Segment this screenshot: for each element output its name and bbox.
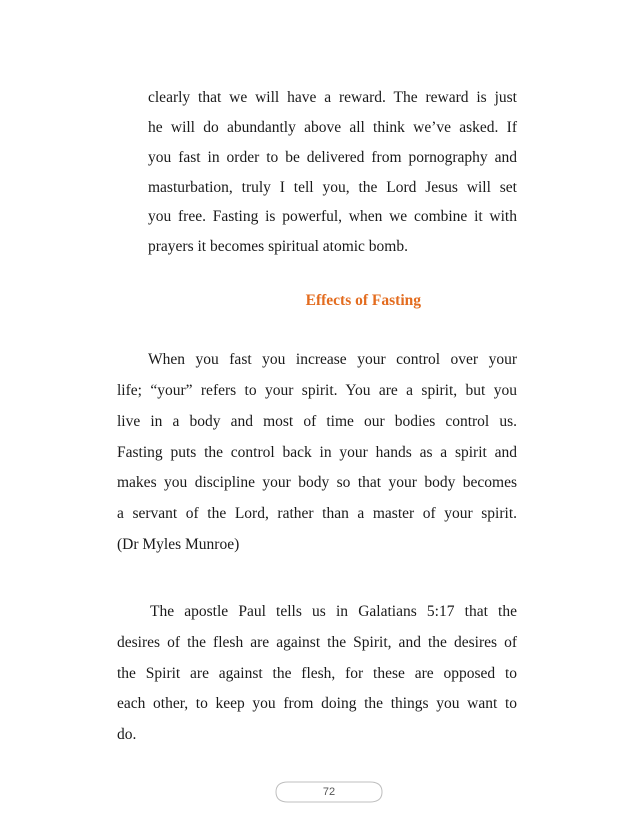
paragraph-3-line: the Spirit are against the flesh, for these are opposed to [117, 665, 517, 682]
paragraph-2-line: Fasting puts the control back in your hands as a spirit and [117, 444, 517, 461]
paragraph-1-line: you fast in order to be delivered from pornography and [148, 149, 517, 166]
paragraph-2-line: live in a body and most of time our bodies control us. [117, 413, 517, 430]
paragraph-2-line: makes you discipline your body so that your body becomes [117, 474, 517, 491]
section-heading: Effects of Fasting [305, 292, 421, 309]
paragraph-2-line: When you fast you increase your control over your [148, 351, 517, 368]
paragraph-1-line: he will do abundantly above all think we’ve asked. If [148, 119, 517, 136]
paragraph-3-line: do. [117, 726, 137, 743]
paragraph-1-line: clearly that we will have a reward. The reward is just [148, 89, 517, 106]
page-number: 72 [322, 786, 336, 798]
paragraph-2-line: a servant of the Lord, rather than a master of your spirit. [117, 505, 517, 522]
page-number-frame [274, 781, 384, 803]
paragraph-1-line: masturbation, truly I tell you, the Lord Jesus will set [148, 179, 517, 196]
paragraph-2-line: (Dr Myles Munroe) [117, 536, 240, 553]
paragraph-1-line: prayers it becomes spiritual atomic bomb. [148, 238, 408, 255]
paragraph-1-line: you free. Fasting is powerful, when we combine it with [148, 208, 517, 225]
paragraph-3-line: each other, to keep you from doing the things you want to [117, 695, 517, 712]
paragraph-3-line: The apostle Paul tells us in Galatians 5:17 that the [150, 603, 517, 620]
paragraph-2-line: life; “your” refers to your spirit. You are a spirit, but you [117, 382, 517, 399]
paragraph-3-line: desires of the flesh are against the Spirit, and the desires of [117, 634, 517, 651]
